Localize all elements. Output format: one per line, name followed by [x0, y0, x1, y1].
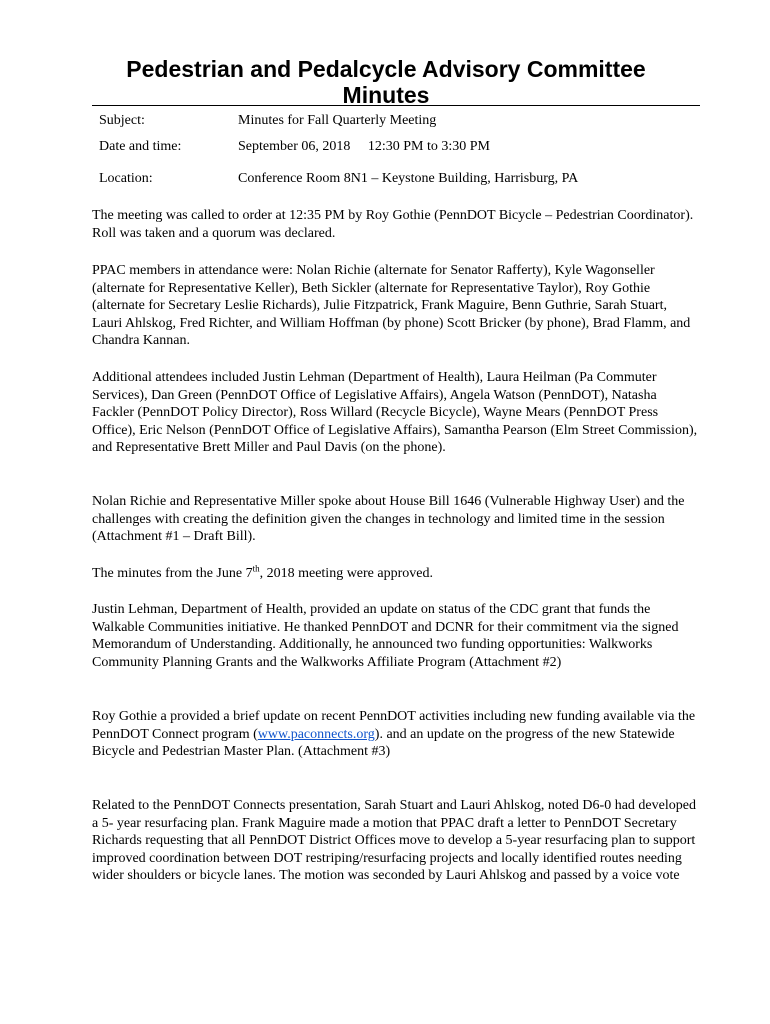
paragraph-resurfacing-motion: Related to the PennDOT Connects presentation, Sarah Stuart and Lauri Ahlskog, noted D6-0 had developed a 5- year resurfacing plan. Frank Maguire made a motion that PPAC draft a letter to PennDOT Secretary Richards requesting that all PennDOT District Offices move to develop a 5-year resurfacing plan to support improved coordination between DOT restriping/resurfacing projects and locally identified routes needing wider shoulders or bicycle lanes. The motion was seconded by Lauri Ahlskog and passed by a voice vote [92, 798, 696, 884]
paragraph-call-to-order: The meeting was called to order at 12:35 PM by Roy Gothie (PennDOT Bicycle – Pedestrian Coordinator). Roll was taken and a quorum was declared. [92, 208, 694, 241]
document-title: Pedestrian and Pedalcycle Advisory Committee [126, 56, 646, 82]
minutes-approved-text-end: , 2018 meeting were approved. [259, 566, 433, 581]
subject-label: Subject: [99, 113, 145, 128]
paragraph-minutes-approved [92, 565, 700, 583]
paconnects-link[interactable]: www.paconnects.org [257, 726, 375, 742]
penndot-update-text-end: ). and an update on the progress of the new Statewide Bicycle and Pedestrian Master Plan. (Attachment #3) [92, 726, 675, 760]
paragraph-health-update: Justin Lehman, Department of Health, provided an update on status of the CDC grant that funds the Walkable Communities initiative. He thanked PennDOT and DCNR for their commitment via the signed Memorandum of Understanding. Additionally, he announced two funding opportunities: Walkworks Community Planning Grants and the Walkworks Affiliate Program (Attachment #2) [92, 602, 679, 670]
title-divider [92, 105, 700, 106]
paragraph-house-bill: Nolan Richie and Representative Miller spoke about House Bill 1646 (Vulnerable Highway User) and the challenges with creating the definition given the changes in technology and limited time in the session (Attachment #1 – Draft Bill). [92, 494, 685, 545]
ordinal-suffix: th [252, 563, 260, 574]
paragraph-members-attendance: PPAC members in attendance were: Nolan Richie (alternate for Senator Rafferty), Kyle Wagonseller (alternate for Representative Keller), Beth Sickler (alternate for Representative Taylor), Roy Gothie (alternate for Secretary Leslie Richards), Julie Fitzpatrick, Frank Maguire, Benn Guthrie, Sarah Stuart, Lauri Ahlskog, Fred Richter, and William Hoffman (by phone) Scott Bricker (by phone), Brad Flamm, and Chandra Kannan. [92, 263, 691, 349]
paragraph-additional-attendees: Additional attendees included Justin Lehman (Department of Health), Laura Heilman (Pa Commuter Services), Dan Green (PennDOT Office of Legislative Affairs), Angela Watson (PennDOT), Natasha Fackler (PennDOT Policy Director), Ross Willard (Recycle Bicycle), Wayne Mears (PennDOT Press Office), Eric Nelson (PennDOT Office of Legislative Affairs), Samantha Pearson (Elm Street Commission), and Representative Brett Miller and Paul Davis (on the phone). [92, 370, 698, 456]
location-label: Location: [99, 171, 153, 186]
minutes-approved-text-start: The minutes from the June 7 [92, 566, 253, 581]
subject-value: Minutes for Fall Quarterly Meeting [238, 113, 437, 128]
paragraph-penndot-update [92, 708, 700, 761]
datetime-value: September 06, 2018 12:30 PM to 3:30 PM [238, 139, 491, 154]
penndot-update-text-start: Roy Gothie a provided a brief update on recent PennDOT activities including new funding available via the PennDOT Connect program ( [92, 709, 696, 742]
datetime-label: Date and time: [99, 139, 182, 154]
document-subtitle: Minutes [342, 82, 430, 108]
location-value: Conference Room 8N1 – Keystone Building, Harrisburg, PA [238, 171, 579, 186]
